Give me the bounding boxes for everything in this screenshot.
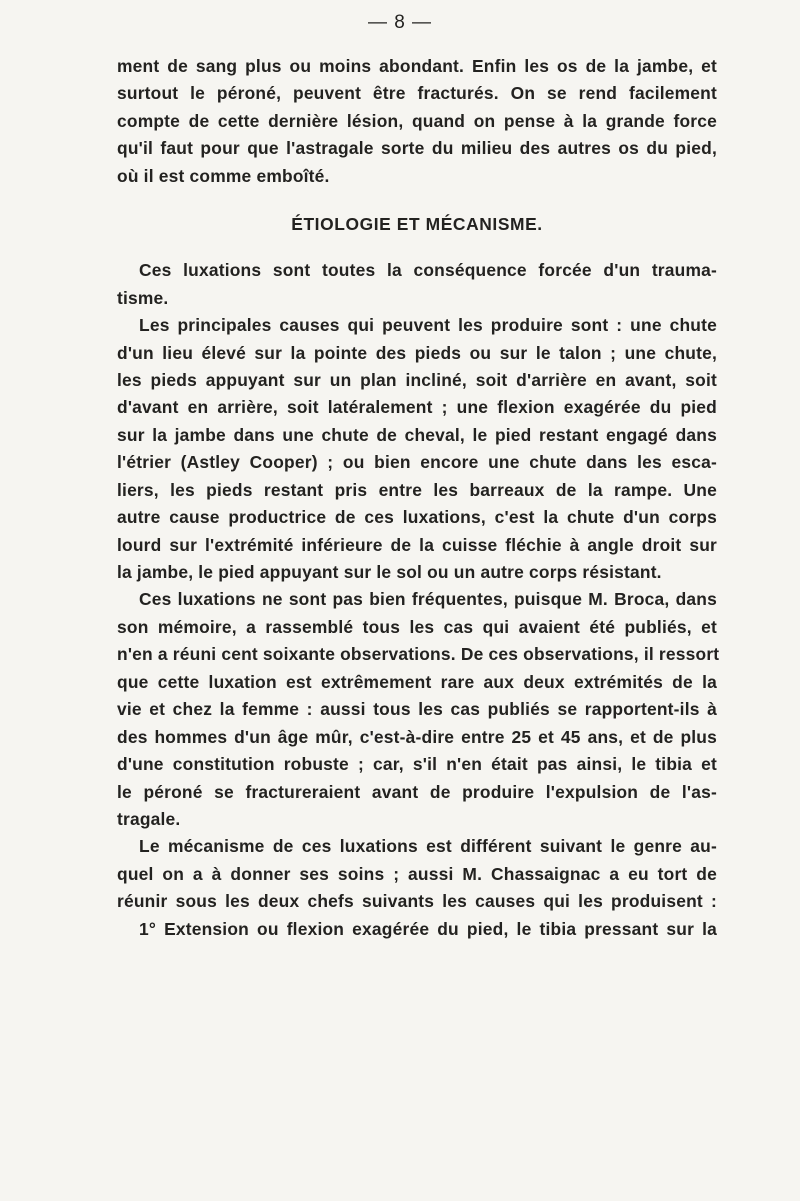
text-line: qu'il faut pour que l'astragale sorte du milieu des autres os du pied, xyxy=(117,138,717,159)
page-text xyxy=(117,53,720,943)
text-line: réunir sous les deux chefs suivants les causes qui les produisent : xyxy=(117,891,717,912)
text-line: tragale. xyxy=(117,808,181,829)
text-line: quel on a à donner ses soins ; aussi M. Chassaignac a eu tort de xyxy=(117,863,717,884)
text-line: le péroné se fractureraient avant de produire l'expulsion de l'as- xyxy=(117,781,717,802)
body-text xyxy=(117,257,720,943)
section-title: ÉTIOLOGIE ET MÉCANISME. xyxy=(291,214,543,235)
text-line: lourd sur l'extrémité inférieure de la cuisse fléchie à angle droit sur xyxy=(117,534,717,555)
text-line: Le mécanisme de ces luxations est différent suivant le genre au- xyxy=(139,836,717,857)
text-line: son mémoire, a rassemblé tous les cas qui avaient été publiés, et xyxy=(117,616,717,637)
text-line: ment de sang plus ou moins abondant. Enfin les os de la jambe, et xyxy=(117,56,717,76)
text-line: Ces luxations sont toutes la conséquence forcée d'un trauma- xyxy=(139,260,717,281)
text-line: les pieds appuyant sur un plan incliné, soit d'arrière en avant, soit xyxy=(117,369,717,390)
text-line: où il est comme emboîté. xyxy=(117,165,330,186)
text-line: liers, les pieds restant pris entre les barreaux de la rampe. Une xyxy=(117,479,717,500)
text-line: tisme. xyxy=(117,287,169,308)
intro-paragraph xyxy=(117,53,717,190)
text-line: la jambe, le pied appuyant sur le sol ou un autre corps résistant. xyxy=(117,562,662,582)
text-line: 1° Extension ou flexion exagérée du pied, le tibia pressant sur la xyxy=(139,918,717,939)
text-line: d'une constitution robuste ; car, s'il n'en était pas ainsi, le tibia et xyxy=(117,754,717,775)
text-line: surtout le péroné, peuvent être fracturés. On se rend facilement xyxy=(117,83,717,104)
text-line: autre cause productrice de ces luxations, c'est la chute d'un corps xyxy=(117,507,717,528)
text-line: d'un lieu élevé sur la pointe des pieds ou sur le talon ; une chute, xyxy=(117,342,717,363)
text-line: Ces luxations ne sont pas bien fréquentes, puisque M. Broca, dans xyxy=(139,589,717,610)
text-line: n'en a réuni cent soixante observations. De ces observations, il ressort xyxy=(117,644,720,665)
text-line: d'avant en arrière, soit latéralement ; une flexion exagérée du pied xyxy=(117,397,717,418)
text-line: Les principales causes qui peuvent les produire sont : une chute xyxy=(139,315,717,336)
text-line: compte de cette dernière lésion, quand on pense à la grande force xyxy=(117,110,717,131)
text-line: sur la jambe dans une chute de cheval, le pied restant engagé dans xyxy=(117,424,717,445)
text-line: l'étrier (Astley Cooper) ; ou bien encore une chute dans les esca- xyxy=(117,452,717,473)
page-number: — 8 — xyxy=(367,12,433,33)
text-line: que cette luxation est extrêmement rare aux deux extrémités de la xyxy=(117,671,717,692)
text-line: des hommes d'un âge mûr, c'est-à-dire entre 25 et 45 ans, et de plus xyxy=(117,726,717,747)
text-line: vie et chez la femme : aussi tous les cas publiés se rapportent-ils à xyxy=(117,699,717,720)
